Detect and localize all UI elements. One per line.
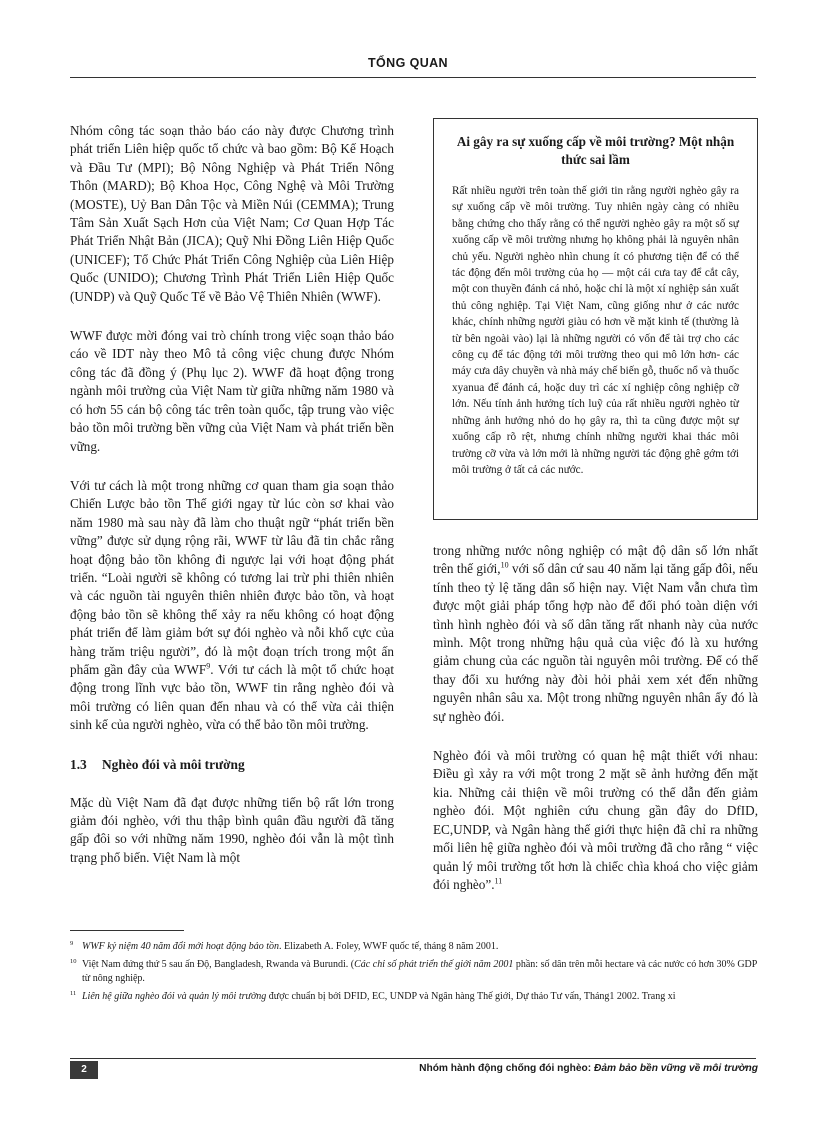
footer-running-title [419,1063,758,1074]
paragraph-text: với số dân cứ sau 40 năm lại tăng gấp đôi, nếu tính theo tỷ lệ tăng dân số hiện nay. Việt Nam vẫn chưa tìm được một giải pháp tổng hợp nào để đối phó toàn diện với tình hình nghèo đói và số dân tăng rất nhanh này của nước mình. Một trong những hậu quả của việc đó là xu hướng giảm chung của các nguồn tài nguyên môi trường. Để có thể thay đổi xu hướng này đòi hỏi phải xem xét đến những nguyên nhân sâu xa. Một trong những nguyên nhân ấy đó là sự nghèo đói. [433,561,758,724]
paragraph-text: trong những nước nông nghiệp có mật độ dân số lớn nhất trên thế giới, [433,543,758,577]
footnote-11 [70,990,760,1004]
footnote-10 [70,958,760,986]
footer-text-plain: Nhóm hành động chống đói nghèo: [419,1063,594,1074]
footnote-title: WWF kỷ niệm 40 năm đổi mới hoạt động bảo tồn [82,941,279,952]
paragraph-wwf-role: WWF được mời đóng vai trò chính trong việc soạn thảo báo cáo về IDT này theo Mô tả công việc chung được Nhóm công tác đã đồng ý (Phụ lục 2). WWF đã hoạt động trong ngành môi trường của Việt Nam từ giữa những năm 1980 và có hơn 55 cán bộ công tác trên toàn quốc, tập trung vào việc bảo tồn môi trường bền vững của Việt Nam và phát triển bền vững. [70,328,394,454]
footnote-number: 10 [70,958,77,965]
footnote-divider [70,930,184,931]
footer-text-italic: Đảm bảo bền vững về môi trường [593,1063,758,1074]
footnote-ref-11[interactable]: 11 [494,876,503,886]
box-title: Ai gây ra sự xuống cấp về môi trường? Một nhận thức sai lầm [456,134,735,167]
footnote-text: Việt Nam đứng thứ 5 sau ấn Độ, Bangladesh, Rwanda và Burundi. ( [82,959,355,970]
paragraph-population [433,542,758,726]
footnote-title: Liên hệ giữa nghèo đói và quản lý môi trường [82,991,267,1002]
section-number: 1.3 [70,756,87,772]
header-divider [70,77,756,78]
footnote-number: 9 [70,940,74,947]
footnote-number: 11 [70,990,77,997]
right-column [433,542,758,915]
paragraph-text: Với tư cách là một trong những cơ quan tham gia soạn thảo Chiến Lược bảo tồn Thế giới ngay từ lúc còn sơ khai vào năm 1980 mà sau này đã làm cho thuật ngữ “phát triển bền vững” được sử dụng rộng rãi, WWF từ lâu đã tin chắc rằng hoạt động bảo tồn không đi ngược lại với hoạt động phát triển. “Loài người sẽ không có tương lai trừ phi thiên nhiên và các nguồn tài nguyên thiên nhiên được bảo tồn, và hoạt động bảo tồn sẽ không thể xảy ra nếu không có hoạt động phát triển để làm giảm bớt sự đói nghèo và nỗi khổ cực của hàng trăm triệu người”, đó là một đoạn trích trong một ấn phẩm gần đây của WWF [70,477,394,677]
footnote-title: Các chỉ số phát triển thế giới năm 2001 [354,959,514,970]
box-text: Rất nhiều người trên toàn thế giới tin rằng người nghèo gây ra sự xuống cấp về môi trường. Tuy nhiên ngày càng có nhiều bằng chứng cho thấy rằng có thể người nghèo gây ra một số sự xuống cấp về môi trường nhưng họ không phải là nguyên nhân chủ yếu. Người nghèo nhìn chung ít có phương tiện để có thể tác động đến môi trường của họ — một cái cưa tay để cắt cây, một con thuyền đánh cá nhỏ, hoặc chỉ là một xí nghiệp sản xuất thủ công nghiệp. Tại Việt Nam, cũng giống như ở các nước khác, chính những người giàu có hơn về mặt kinh tế (thường là từ bên ngoài vào) lại là những người có vốn để tài trợ cho các công cụ để tác động tới môi trường theo qui mô lớn hơn- các máy cưa dây chuyền và nhà máy chế biến gỗ, thuốc nổ và thuốc xyanua để đánh cá, hoặc duy trì các xí nghiệp công nghiệp cỡ lớn. Nếu tính ảnh hưởng tích luỹ của rất nhiều người nghèo từ những ảnh hưởng nhỏ do họ gây ra, thì ta cũng được một sự xuống cấp rõ rệt, nhưng chính những người khai thác môi trường cỡ vừa và lớn mới là những người tác động ghê gớm tới môi trường ở tất cả các nước. [452,185,739,476]
footnote-text: được chuẩn bị bởi DFID, EC, UNDP và Ngân hàng Thế giới, Dự thảo Tư vấn, Tháng1 2002. Trang xi [266,991,676,1002]
footnote-ref-10[interactable]: 10 [500,561,509,571]
paragraph-text: Nghèo đói và môi trường có quan hệ mật thiết với nhau: Điều gì xảy ra với một trong 2 mặt sẽ ảnh hưởng đến mặt kia. Những cải thiện về môi trường có thể dẫn đến giảm nghèo đói. Một nghiên cứu chung gần đây do DfID, EC,UNDP, và Ngân hàng thế giới thực hiện đã chỉ ra những mối liên hệ giữa nghèo đói và môi trường đã cho rằng “ việc quản lý môi trường tốt hơn là chiếc chìa khoá cho việc giảm đói nghèo”. [433,748,758,892]
section-heading [70,756,394,774]
section-title: Nghèo đói và môi trường [102,756,245,772]
page-header-title: TỔNG QUAN [368,56,448,70]
paragraph-text: . Với tư cách là một tổ chức hoạt động trong lĩnh vực bảo tồn, WWF tin rằng nghèo đói và môi trường có liên quan đến nhau và có thể vừa cải thiện sinh kế của người nghèo, vừa có thể bảo tồn môi trường. [70,661,394,733]
paragraph-poverty-environment [433,747,758,894]
footer-divider [70,1058,756,1059]
paragraph-working-group: Nhóm công tác soạn thảo báo cáo này được Chương trình phát triển Liên hiệp quốc tổ chức và bao gồm: Bộ Kế Hoạch và Đầu Tư (MPI); Bộ Nông Nghiệp và Phát Triển Nông Thôn (MARD); Bộ Khoa Học, Công Nghệ và Môi Trường (MOSTE), Uỷ Ban Dân Tộc và Miền Núi (CEMMA); Trung Tâm Sản Xuất Sạch Hơn của Việt Nam; Cơ Quan Hợp Tác Phát Triển Nhật Bản (JICA); Quỹ Nhi Đồng Liên Hiệp Quốc (UNICEF); Tổ Chức Phát Triển Công Nghiệp của Liên Hiệp Quốc (UNIDO); Chương Trình Phát Triển Liên Hiệp Quốc (UNDP) và Quỹ Quốc Tế về Bảo Vệ Thiên Nhiên (WWF). [70,123,394,304]
footnotes [70,940,760,1008]
left-column [70,122,394,888]
footnote-ref-9[interactable]: 9 [206,661,211,671]
footnote-text: phần: số dân trên mỗi hectare và các nước có hơn 30% GDP từ nông nghiệp. [82,959,757,984]
paragraph-wwf-conservation [70,477,394,735]
footnote-9 [70,940,760,954]
sidebar-box [433,118,758,520]
paragraph-poverty-progress: Mặc dù Việt Nam đã đạt được những tiến bộ rất lớn trong giảm đói nghèo, với thu thập bình quân đầu người đã tăng gấp đôi so với những năm 1990, nghèo đói vẫn là một tình trạng phổ biến. Việt Nam là một [70,794,394,865]
page-number: 2 [70,1061,98,1079]
footnote-text: . Elizabeth A. Foley, WWF quốc tế, tháng 8 năm 2001. [278,941,499,952]
